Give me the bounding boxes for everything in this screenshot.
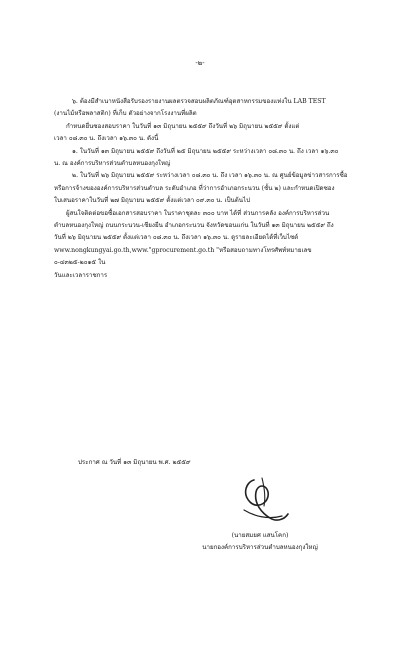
paragraph-item-6: ๖. ต้องมีสำเนาหนังสือรับรองรายงานผลตรวจสอบผลิตภัณฑ์อุตสาหกรรมของแท่งใน LAB TEST (72, 98, 326, 105)
paragraph-item-2-cont: หรือการจ้างขององค์การบริหารส่วนตำบล ระดับอำเภอ ที่ว่าการอำเภอกระนวน (ชั้น ๒) และกำหนดเปิดซอง (54, 184, 335, 192)
paragraph-item-6-cont: (งานไม้หรือพลาสติก) ที่เก็บ ตัวอย่างจากโรงงานที่ผลิต (54, 110, 197, 118)
paragraph-business-hours: วันและเวลาราชการ (54, 271, 108, 279)
signer-info (180, 530, 340, 554)
paragraph-item-1: ๑. ในวันที่ ๑๓ มิถุนายน ๒๕๕๙ ถึงวันที่ ๒๕ มิถุนายน ๒๕๕๙ ระหว่างเวลา ๐๘.๓๐ น. ถึง เวลา ๑๖.๓๐ (72, 147, 339, 155)
signer-name: (นายสมยศ แสนโคก) (231, 532, 289, 539)
signature-block (180, 472, 340, 557)
document-body (54, 96, 354, 282)
signer-title: นายกองค์การบริหารส่วนตำบลหนองกุงใหญ่ (202, 544, 318, 551)
announcement-date: ประกาศ ณ วันที่ ๑๓ มิถุนายน พ.ศ. ๒๕๕๙ (78, 459, 191, 466)
paragraph-item-2: ๒. ในวันที่ ๒๖ มิถุนายน ๒๕๕๙ ระหว่างเวลา ๐๘.๓๐ น. ถึง เวลา ๑๖.๓๐ น. ณ ศูนย์ข้อมูลข่าวสารการซื้อ (72, 172, 348, 180)
paragraph-item-1-cont: น. ณ องค์การบริหารส่วนตำบลหนองกุงใหญ่ (54, 160, 171, 168)
paragraph-purchase-info-cont2: วันที่ ๒๖ มิถุนายน ๒๕๕๙ ตั้งแต่เวลา ๐๘.๓๐ น. ถึงเวลา ๑๖.๓๐ น. ดูรายละเอียดได้ที่เว็บไซต์ (54, 234, 299, 242)
paragraph-website: www.nongkungyai.go.th,www."gprocurement.go.th "หรือสอบถามทางโทรศัพท์หมายเลข ๐-๔๓๒๕-๒๐๑๕ ใน (54, 246, 312, 267)
paragraph-item-2-cont2: ใบเสนอราคาในวันที่ ๒๗ มิถุนายน ๒๕๕๙ ตั้งแต่เวลา ๐๙.๓๐ น. เป็นต้นไป (54, 197, 251, 205)
paragraph-purchase-info: ผู้สนใจติดต่อขอซื้อเอกสารสอบราคา ในราคาชุดละ ๓๐๐ บาท ได้ที่ ส่วนการคลัง องค์การบริหารส่วน (66, 209, 330, 217)
paragraph-submission-period: กำหนดยื่นซองสอบราคา ในวันที่ ๑๓ มิถุนายน ๒๕๕๙ ถึงวันที่ ๒๖ มิถุนายน ๒๕๕๙ ตั้งแต่ (66, 122, 300, 130)
paragraph-purchase-info-cont: ตำบลหนองกุงใหญ่ ถนนกระนวน-เชียงยืน อำเภอกระนวน จังหวัดขอนแก่น ในวันที่ ๑๓ มิถุนายน ๒๕๕๙ ถึง (54, 222, 334, 230)
paragraph-submission-time: เวลา ๐๘.๓๐ น. ถึงเวลา ๑๖.๓๐ น. ดังนี้ (54, 135, 159, 143)
page-number: -๒- (195, 59, 205, 67)
handwritten-signature (224, 472, 294, 528)
